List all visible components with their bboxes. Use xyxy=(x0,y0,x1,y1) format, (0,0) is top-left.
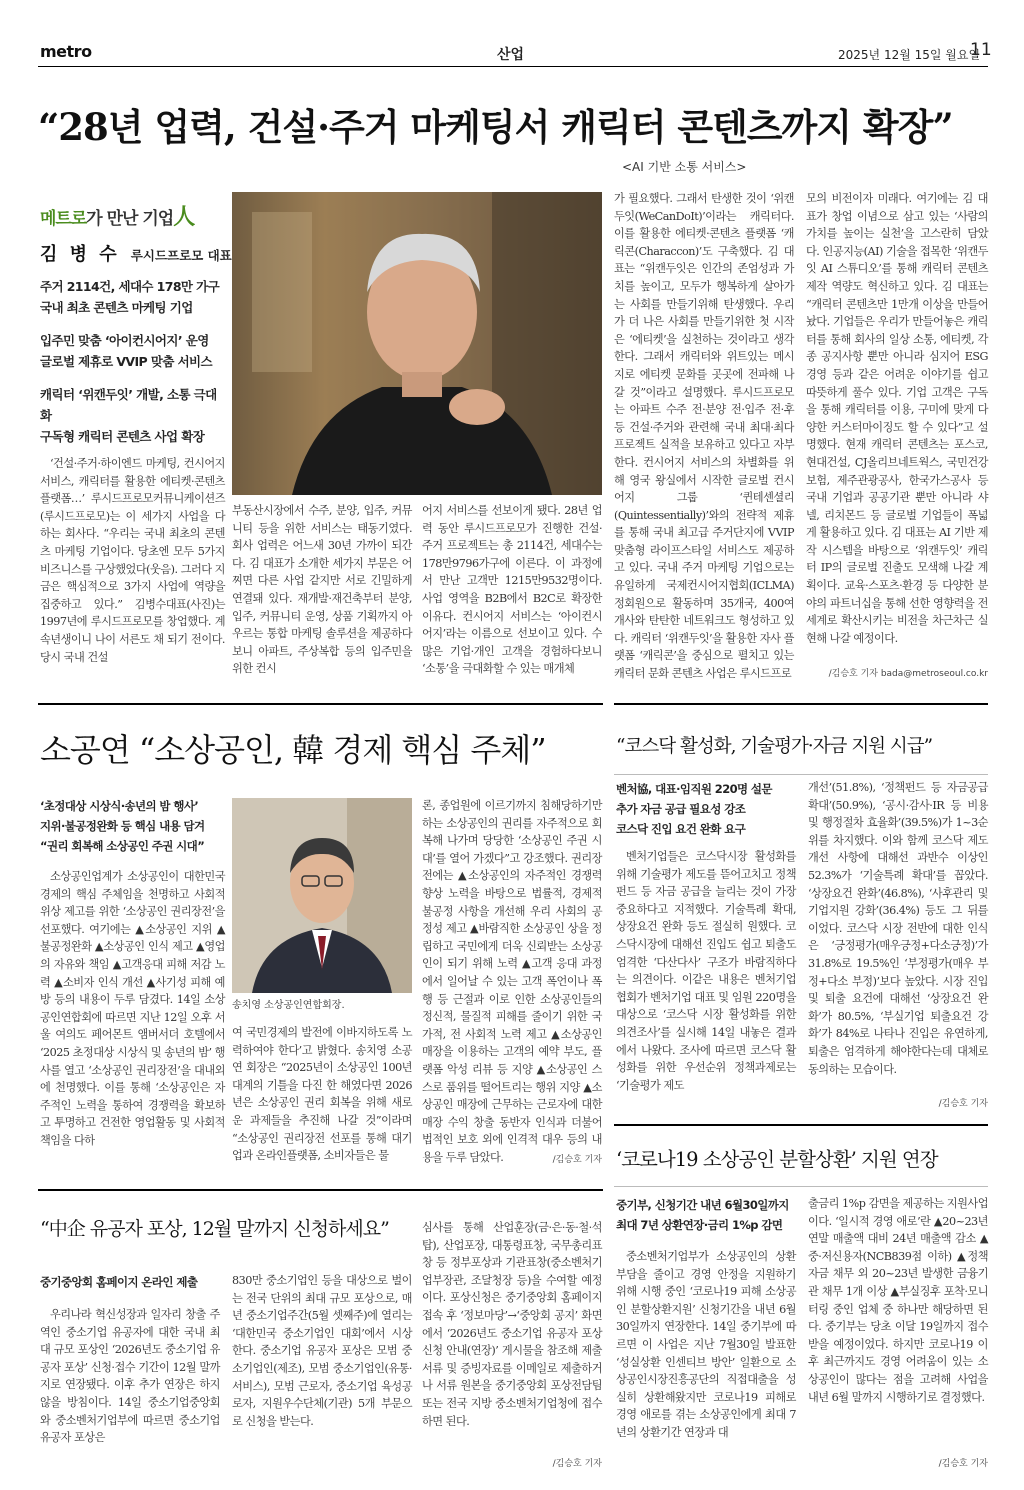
top-col-5 xyxy=(806,190,988,662)
article-text: 모의 비전이자 미래다. 여기에는 김 대표가 창업 이념으로 삼고 있는 ‘사람의 가치를 높이는 실천’을 고스란히 담았다. 인공지능(AI) 기술을 접목한 ‘위캔두잇 AI 스튜디오’를 통해 캐릭터 콘텐츠 제작 역량도 혁신하고 있다. 김 대표는 “캐릭터 콘텐츠만 1만개 이상을 만들어놨다. 기업들은 우리가 만들어놓은 캐릭터를 통해 회사의 일상 소통, 에티켓, 각종 공지사항 뿐만 아니라 심지어 ESG경영 등과 같은 어려운 이야기를 쉽고 따뜻하게 풀수 있다. 기업 고객은 구독을 통해 캐릭터를 이용, 구미에 맞게 다양한 커스터마이징도 할 수 있다”고 설명했다. 현재 캐릭터 콘텐츠는 포스코, 현대건설, CJ올리브네트웍스, 국민건강보험, 제주관광공사, 한국가스공사 등 국내 기업과 공공기관 뿐만 아니라 샤넬, 리치몬드 등 글로벌 기업들이 폭넓게 활용하고 있다. 김 대표는 AI 기반 제작 시스템을 바탕으로 ‘위캔두잇’ 캐릭터 IP의 글로벌 진출도 모색해 나갈 계획이다. 교육·스포츠·환경 등 다양한 분야의 파트너십을 통해 선한 영향력을 전 세계로 확산시키는 비전을 차근차근 실현해 나갈 예정이다. xyxy=(806,192,988,645)
story4-byline: /김승호 기자 xyxy=(552,1459,602,1469)
portrait-illustration xyxy=(232,192,602,495)
top-headline: “28년 업력, 건설·주거 마케팅서 캐릭터 콘텐츠까지 확장” xyxy=(38,105,953,149)
story4-col-1 xyxy=(40,1306,220,1466)
story2-subheads xyxy=(40,796,225,856)
summary-line: 글로벌 제휴로 VVIP 맞춤 서비스 xyxy=(40,354,212,369)
article-text: 가 필요했다. 그래서 탄생한 것이 ‘위캔두잇(WeCanDoIt)’이라는 캐릭터다. 이를 활용한 에티켓·콘텐츠 플랫폼 ‘캐릭콘(Characcon)’도 구축했다. 김 대표는 “위캔두잇은 인간의 존엄성과 가치를 높이고, 모두가 행복하게 살아가는 사회를 만들기위해 탄생했다. 우리가 더 나은 사회를 만들기위한 첫 시작은 ‘에티켓’을 실천하는 것이라고 생각한다. 그래서 캐릭터와 위트있는 메시지로 에티켓 문화를 곳곳에 전파해 나갈 것”이라고 설명했다. 루시드프로모는 아파트 수주 전·분양 전·입주 전·후 등 건설·주거와 관련해 국내 최대·최다 프로젝트 실적을 보유하고 있다고 자부한다. 컨시어지 서비스의 차별화를 위해 영국 왕실에서 시작한 글로벌 컨시어지 그룹 ‘퀸테센셜리(Quintessentially)’와의 전략적 제휴를 통해 국내 최고급 주거단지에 VVIP 맞춤형 라이프스타일 서비스도 제공하고 있다. 국내 주거 마케팅 기업으로는 유일하게 국제컨시어지협회(ICLMA) 정회원으로 활동하며 35개국, 400여 개사와 탄탄한 네트워크도 형성하고 있다. 캐릭터 ‘위캔두잇’을 활용한 자사 플랫폼 ‘캐릭콘’을 중심으로 펼치고 있는 캐릭터 문화 콘텐츠 사업은 루시드프로 xyxy=(614,192,794,681)
subhead-line: 추가 자금 공급 필요성 강조 xyxy=(616,802,746,816)
person-title: 루시드프로모 대표 xyxy=(130,248,232,263)
story3-subheads xyxy=(616,779,796,839)
story5-col-2 xyxy=(808,1195,988,1447)
article-text: 어지 서비스를 선보이게 됐다. 28년 업력 동안 루시드프로모가 진행한 건설·주거 프로젝트는 총 2114건, 세대수는 178만9796가구에 이른다. 이 과정에서 만난 고객만 1215만9532명이다. 사업 영역을 B2B에서 B2C로 확장한 이유다. 컨시어지 서비스는 ‘아이컨시어지’라는 이름으로 선보이고 있다. 수 많은 기업·개인 고객을 경험하다보니 ‘소통’을 극대화할 수 있는 매개체 xyxy=(422,504,602,676)
portrait-illustration xyxy=(232,798,412,993)
story2-headline: 소공연 “소상공인, 韓 경제 핵심 주체” xyxy=(40,731,546,769)
subhead-line: 중기부, 신청기간 내년 6월30일까지 xyxy=(616,1198,789,1212)
article-text: 우리나라 혁신성장과 일자리 창출 주역인 중소기업 유공자에 대한 국내 최대 규모 포상인 ‘2026년도 중소기업 유공자 포상’ 신청·접수 기간이 12월 말까지로 연장됐다. 이후 추가 연장은 하지 않을 방침이다. 14일 중소기업중앙회와 중소벤처기업부에 따르면 중소기업 유공자 포상은 xyxy=(40,1308,220,1445)
story2-byline: /김승호 기자 xyxy=(552,1155,602,1165)
summary-line: 입주민 맞춤 ‘아이컨시어지’ 운영 xyxy=(40,333,209,348)
series-label xyxy=(40,200,194,231)
article-text: 론, 종업원에 이르기까지 침해당하기만 하는 소상공인의 권리를 자주적으로 회복해 나가며 당당한 ‘소상공인 주권 시대’를 열어 가겠다”고 강조했다. 권리장전에는 ▲소상공인의 자주적인 경쟁력 향상 노력을 바탕으로 법률적, 경제적 불공정 사항을 개선해 우리 사회의 공정성 제고 ▲바람직한 소상공인 상을 정립하고 국민에게 더욱 신뢰받는 소상공인이 되기 위해 노력 ▲고객 응대 과정에서 일어날 수 있는 고객 폭언이나 폭행 등 근절과 이로 인한 소상공인들의 정신적, 물질적 피해를 줄이기 위한 국가적, 전 사회적 노력 제고 ▲소상공인 매장을 이용하는 고객의 예약 부도, 플랫폼 악성 리뷰 등 지양 ▲소상공인 스스로 품위를 떨어트리는 행위 지양 ▲소상공인 매장에 근무하는 근로자에 대한 매장 수익 창출 동반자 인식과 더불어 법적인 보호 외에 인격적 대우 등의 내용을 두루 담았다. xyxy=(422,799,602,1164)
story4-col-3 xyxy=(422,1219,602,1455)
story5-subheads xyxy=(616,1195,796,1235)
story5-headline: ‘코로나19 소상공인 분할상환’ 지원 연장 xyxy=(616,1148,938,1171)
story2-col-2 xyxy=(232,1024,412,1164)
article-text: 소상공인업계가 소상공인이 대한민국 경제의 핵심 주체임을 천명하고 사회적 위상 제고를 위한 ‘소상공인 권리장전’을 선포했다. 여기에는 ▲소상공인 지위 ▲불공정완화 ▲소상공인 인식 제고 ▲영업의 자유와 책임 ▲고객응대 피해 저감 노력 ▲소비자 인식 개선 ▲사기성 피해 예방 등의 내용이 두루 담겼다. 14일 소상공인연합회에 따르면 지난 12일 오후 서울 여의도 페어몬트 앰버서더 호텔에서 ‘2025 초정대상 시상식 및 송년의 밤’ 행사를 열고 ‘소상공인 권리장전’을 대내외에 천명했다. 이를 통해 ‘소상공인은 자주적인 노력을 통하여 경쟁력을 확보하고 투명하고 건전한 영업활동 및 사회적 책임을 다하 xyxy=(40,870,225,1147)
series-label-mark: 人 xyxy=(173,205,195,230)
series-label-rest: 가 만난 기업 xyxy=(86,209,174,229)
story4-subheads xyxy=(40,1272,225,1293)
summary-line: 국내 최초 콘텐츠 마케팅 기업 xyxy=(40,300,193,315)
top-byline: /김승호 기자 bada@metroseoul.co.kr xyxy=(828,669,988,679)
song-photo xyxy=(232,798,412,993)
subhead-line: 벤처協, 대표·임직원 220명 설문 xyxy=(616,782,772,796)
summary-line: 캐릭터 ‘위캔두잇’ 개발, 소통 극대화 xyxy=(40,387,217,423)
top-col-2 xyxy=(232,502,412,677)
article-text: 부동산시장에서 수주, 분양, 입주, 커뮤니티 등을 위한 서비스는 태동기였다. 회사 업력은 어느새 30년 가까이 되간다. 김 대표가 소개한 세가지 부문은 어찌면 다른 사업 같지만 서로 긴밀하게 연결돼 있다. 재개발·재건축부터 분양, 입주, 커뮤니티 운영, 상품 기획까지 아우르는 통합 마케팅 솔루션을 제공하다보니 아파트, 주상복합 등의 입주민을 위한 컨시 xyxy=(232,504,412,676)
story4-headline: “中企 유공자 포상, 12월 말까지 신청하세요” xyxy=(40,1218,389,1240)
summary-line: 주거 2114건, 세대수 178만 가구 xyxy=(40,279,220,294)
page-number: 11 xyxy=(970,40,992,60)
top-col-4 xyxy=(614,190,794,681)
logo-text: metro xyxy=(40,42,92,61)
story5-col-1 xyxy=(616,1248,796,1464)
story3-col-1 xyxy=(616,848,796,1110)
section-rule xyxy=(614,1124,988,1126)
story3-byline: /김승호 기자 xyxy=(938,1099,988,1109)
top-tagline: <AI 기반 소통 서비스> xyxy=(622,160,747,174)
subhead-line: 코스닥 진입 요건 완화 요구 xyxy=(616,822,746,836)
issue-date: 2025년 12월 15일 월요일 xyxy=(838,48,981,62)
top-col-3 xyxy=(422,502,602,677)
subhead-line: ‘초정대상 시상식·송년의 밤 행사’ xyxy=(40,799,199,813)
article-text: 심사를 통해 산업훈장(금·은·동·철·석탑), 산업포장, 대통령표창, 국무총리표창 등 정부포상과 기관표창(중소벤처기업부장관, 조달청장 등)을 수여할 예정이다. 포상신청은 중기중앙회 홈페이지 접속 후 ‘정보마당’→‘중앙회 공지’ 화면에서 ‘2026년도 중소기업 유공자 포상 신청 안내(연장)’ 게시물을 참조해 제출서류 및 증빙자료를 이메일로 제출하거나 서류 원본을 중기중앙회 포상전담팀 또는 전국 지방 중소벤처기업청에 접수하면 된다. xyxy=(422,1221,602,1428)
article-text: 벤처기업들은 코스닥시장 활성화를 위해 기술평가 제도를 뜯어고치고 정책펀드 등 자금 공급을 늘리는 것이 가장 중요하다고 지적했다. 기술특례 확대, 상장요건 완화 등도 절실히 원했다. 코스닥시장에 대해선 진입도 쉽고 퇴출도 엄격한 ‘다산다사’ 구조가 바람직하다는 의견이다. 이같은 내용은 벤처기업협회가 벤처기업 대표 및 임원 220명을 대상으로 ‘코스닥 시장 활성화를 위한 의견조사’를 실시해 14일 내놓은 결과에서 나왔다. 조사에 따르면 코스닥 활성화를 위한 우선순위 정책과제로는 ‘기술평가 제도 xyxy=(616,850,796,1092)
masthead-logo xyxy=(40,42,92,61)
top-summary xyxy=(40,276,225,447)
section-rule xyxy=(38,1189,603,1191)
article-text: 여 국민경제의 발전에 이바지하도록 노력하여야 한다’고 밝혔다. 송치영 소공연 회장은 “2025년이 소상공인 100년 대계의 기틀을 다진 한 해였다면 2026년은 소상공인 권리 회복을 위해 새로운 과제들을 추진해 나갈 것”이라며 “소상공인 권리장전 선포를 통해 대기업과 온라인플랫폼, 소비자들은 물 xyxy=(232,1026,412,1163)
story3-headline: “코스닥 활성화, 기술평가·자금 지원 시급” xyxy=(616,736,933,757)
story4-col-2 xyxy=(232,1272,412,1466)
photo-caption: 송치영 소상공인연합회장. xyxy=(232,1000,345,1011)
story5-rule xyxy=(614,1186,988,1187)
story2-col-1 xyxy=(40,868,225,1164)
section-name: 산업 xyxy=(497,47,525,63)
subhead-line: “권리 회복해 소상공인 주권 시대” xyxy=(40,839,205,853)
story3-col-2 xyxy=(808,779,988,1095)
header-rule xyxy=(38,66,988,67)
story3-rule xyxy=(614,774,988,775)
subhead-line: 최대 7년 상환연장·금리 1%p 감면 xyxy=(616,1218,783,1232)
subhead-line: 지위·불공정완화 등 핵심 내용 담겨 xyxy=(40,819,205,833)
summary-line: 구독형 캐릭터 콘텐츠 사업 확장 xyxy=(40,429,205,444)
ceo-photo xyxy=(232,192,602,495)
article-text: 출금리 1%p 감면을 제공하는 지원사업이다. ‘일시적 경영 애로’란 ▲20~23년 연말 매출액 대비 24년 매출액 감소 ▲중·저신용자(NCB839점 이하) ▲정책자금 채무 외 20~23년 발생한 금융기관 채무 1개 이상 ▲부실징후 포착·모니터링 중인 업체 중 하나만 해당하면 된다. 중기부는 당초 이달 19일까지 접수받을 예정이었다. 하지만 코로나19 이후 최근까지도 경영 어려움이 있는 소상공인이 많다는 점을 고려해 사업을 내년 6월 말까지 시행하기로 결정했다. xyxy=(808,1197,988,1404)
top-col-1 xyxy=(40,455,225,677)
section-rule xyxy=(614,703,988,705)
section-rule xyxy=(38,703,603,705)
article-text: ‘건설·주거·하이엔드 마케팅, 컨시어지 서비스, 캐릭터를 활용한 에티켓·콘텐츠 플랫폼…’ 루시드프로모커뮤니케이션즈(루시드프로모)는 이 세가지 사업을 다 하는 회사다. “우리는 국내 최초의 콘텐츠 마케팅 기업이다. 당초엔 모두 5가지 비즈니스를 구상했었다(웃음). 그러다 지금은 핵심적으로 3가지 사업에 역량을 집중하고 있다.” 김병수대표(사진)는 1997년에 루시드프로모를 창업했다. 계속년생이니 나이 서른도 채 되기 전이다. 당시 국내 건설 xyxy=(40,457,225,664)
person-name: 김 병 수 xyxy=(40,244,120,265)
series-label-metro: 메트로 xyxy=(40,209,87,229)
article-text: 개선’(51.8%), ‘정책펀드 등 자금공급 확대’(50.9%), ‘공시·감사·IR 등 비용 및 행정절차 효율화’(39.5%)가 1~3순위를 차지했다. 이와 함께 코스닥 제도 개선 사항에 대해선 과반수 이상인 52.3%가 ‘기술특례 확대’를 꼽았다. ‘상장요건 완화’(46.8%), ‘사후관리 및 기업지원 강화’(36.4%) 등도 그 뒤를 이었다. 코스닥 시장 전반에 대한 인식은 ‘긍정평가(매우긍정+다소긍정)’가 31.8%로 19.5%인 ‘부정평가(매우 부정+다소 부정)’보다 높았다. 시장 진입 및 퇴출 요건에 대해선 ‘상장요건 완화’가 80.5%, ‘부실기업 퇴출요건 강화’가 84%로 나타나 진입은 유연하게, 퇴출은 엄격하게 해야한다는데 대체로 동의하는 모습이다. xyxy=(808,781,988,1076)
person-heading xyxy=(40,240,232,266)
article-text: 830만 중소기업인 등을 대상으로 벌이는 전국 단위의 최대 규모 포상으로, 매년 중소기업주간(5월 셋째주)에 열리는 ‘대한민국 중소기업인 대회’에서 시상한다. 중소기업 유공자 포상은 모범 중소기업인(제조), 모범 중소기업인(유통·서비스), 모범 근로자, 중소기업 육성공로자, 지원우수단체(기관) 5개 부문으로 신청을 받는다. xyxy=(232,1274,412,1428)
subhead-line: 중기중앙회 홈페이지 온라인 제출 xyxy=(40,1275,198,1289)
story5-byline: /김승호 기자 xyxy=(938,1459,988,1469)
article-text: 중소벤처기업부가 소상공인의 상환 부담을 줄이고 경영 안정을 지원하기 위해 시행 중인 ‘코로나19 피해 소상공인 분할상환지원’ 신청기간을 내년 6월30일까지 연장한다. 14일 중기부에 따르면 이 사업은 지난 7월30일 발표한 ‘성실상환 인센티브 방안’ 일환으로 소상공인시장진흥공단의 직접대출을 성실히 상환해왔지만 코로나19 피해로 경영 애로를 겪는 소상공인에게 최대 7년의 상환기간 연장과 대 xyxy=(616,1250,796,1439)
